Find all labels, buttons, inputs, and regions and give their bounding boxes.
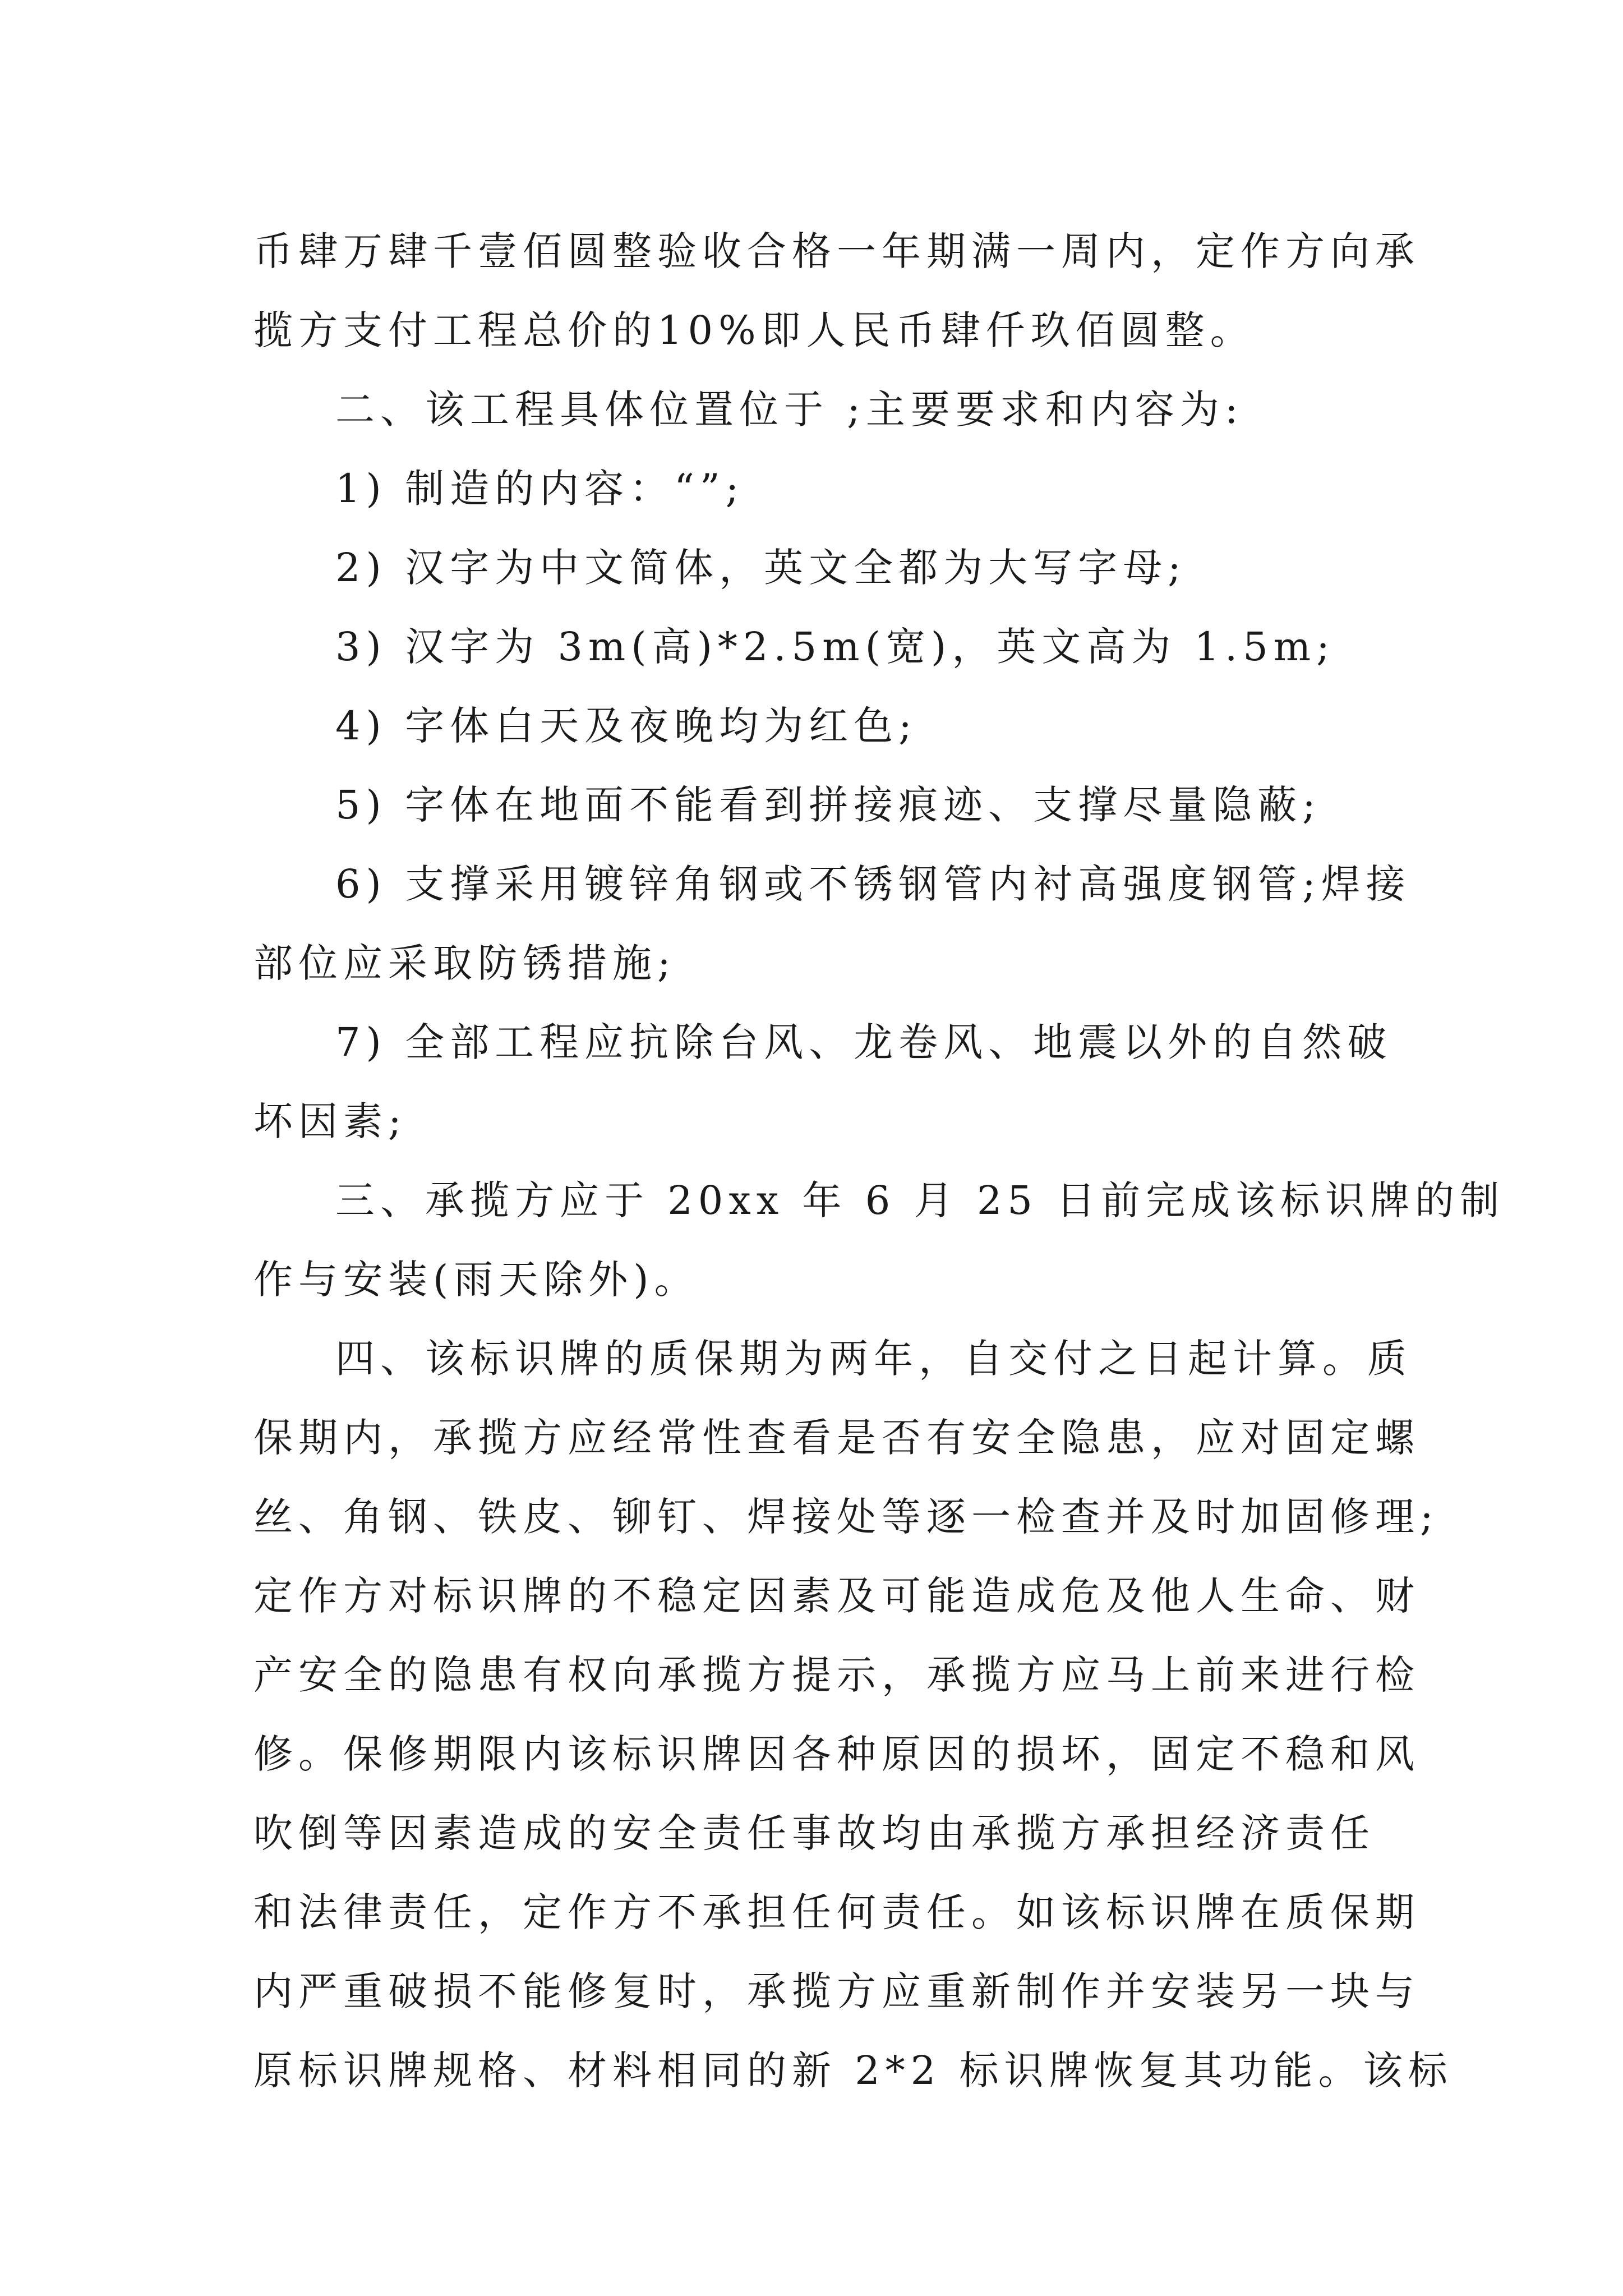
text-line: 原标识牌规格、材料相同的新 2*2 标识牌恢复其功能。该标	[253, 2047, 1453, 2093]
text-line: 作与安装(雨天除外)。	[253, 1257, 699, 1303]
list-item-4: 4) 字体白天及夜晚均为红色;	[335, 703, 917, 749]
list-item-2: 2) 汉字为中文简体，英文全都为大写字母;	[335, 545, 1187, 591]
list-item-6: 6) 支撑采用镀锌角钢或不锈钢管内衬高强度钢管;焊接	[335, 861, 1411, 907]
text-line: 币肆万肆千壹佰圆整验收合格一年期满一周内，定作方向承	[253, 228, 1420, 274]
section-heading-four: 四、该标识牌的质保期为两年，自交付之日起计算。质	[335, 1336, 1412, 1382]
text-line: 定作方对标识牌的不稳定因素及可能造成危及他人生命、财	[253, 1573, 1420, 1619]
list-item-3: 3) 汉字为 3m(高)*2.5m(宽)，英文高为 1.5m;	[335, 624, 1335, 670]
section-heading-three: 三、承揽方应于 20xx 年 6 月 25 日前完成该标识牌的制	[335, 1177, 1505, 1223]
document-body	[253, 212, 1505, 2110]
text-line: 保期内，承揽方应经常性查看是否有安全隐患，应对固定螺	[253, 1415, 1420, 1461]
list-item-1: 1) 制造的内容：“”;	[335, 466, 745, 512]
text-line: 坏因素;	[253, 1098, 407, 1144]
text-line: 部位应采取防锈措施;	[253, 940, 676, 986]
section-heading-two: 二、该工程具体位置位于 ;主要要求和内容为:	[335, 386, 1244, 432]
text-line: 吹倒等因素造成的安全责任事故均由承揽方承担经济责任	[253, 1810, 1375, 1856]
list-item-5: 5) 字体在地面不能看到拼接痕迹、支撑尽量隐蔽;	[335, 782, 1321, 828]
text-line: 产安全的隐患有权向承揽方提示，承揽方应马上前来进行检	[253, 1652, 1420, 1698]
text-line: 和法律责任，定作方不承担任何责任。如该标识牌在质保期	[253, 1889, 1420, 1935]
text-line: 修。保修期限内该标识牌因各种原因的损坏，固定不稳和风	[253, 1731, 1420, 1777]
list-item-7: 7) 全部工程应抗除台风、龙卷风、地震以外的自然破	[335, 1019, 1393, 1065]
text-line: 揽方支付工程总价的10%即人民币肆仟玖佰圆整。	[253, 307, 1255, 353]
text-line: 内严重破损不能修复时，承揽方应重新制作并安装另一块与	[253, 1968, 1420, 2014]
text-line: 丝、角钢、铁皮、铆钉、焊接处等逐一检查并及时加固修理;	[253, 1494, 1439, 1540]
